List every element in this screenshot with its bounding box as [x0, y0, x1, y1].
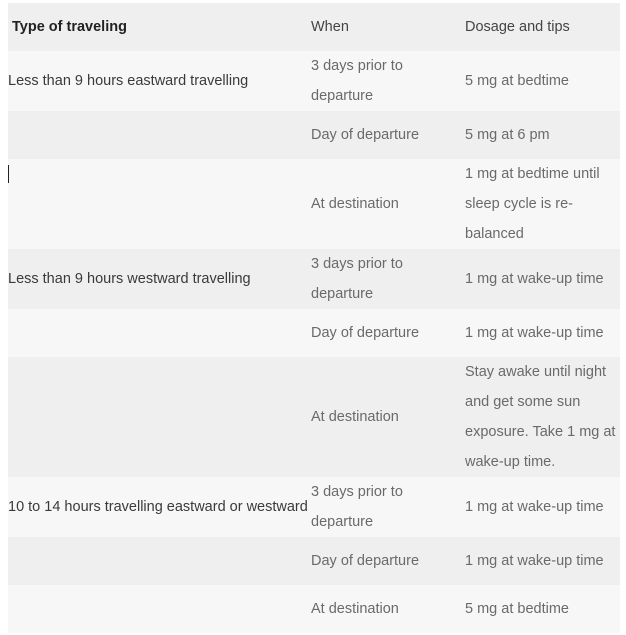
row-when-cell: At destination: [311, 196, 399, 212]
row-dosage-cell: 1 mg at wake-up time: [465, 325, 604, 341]
row-dosage-cell: 1 mg at wake-up time: [465, 271, 604, 287]
row-dosage-cell: Stay awake until night and get some sun exposure. Take 1 mg at wake-up time.: [465, 364, 616, 470]
dosage-table: [8, 3, 620, 633]
row-when-cell: At destination: [311, 601, 399, 617]
row-dosage-cell: 5 mg at bedtime: [465, 73, 569, 89]
table-row: [8, 159, 620, 249]
table-row: [8, 249, 620, 309]
header-when: When: [311, 19, 349, 35]
row-when-cell: 3 days prior to departure: [311, 58, 403, 104]
row-when-cell: 3 days prior to departure: [311, 256, 403, 302]
row-when-cell: Day of departure: [311, 553, 420, 569]
table-row: [8, 357, 620, 477]
table-row: [8, 51, 620, 111]
row-dosage-cell: 1 mg at wake-up time: [465, 553, 604, 569]
table-row: [8, 477, 620, 537]
table-row: [8, 585, 620, 633]
header-dosage-and-tips: Dosage and tips: [465, 19, 570, 35]
table-row: [8, 537, 620, 585]
row-dosage-cell: 5 mg at 6 pm: [465, 127, 550, 143]
row-when-cell: At destination: [311, 409, 399, 425]
table-row: [8, 309, 620, 357]
row-type-cell: Less than 9 hours eastward travelling: [8, 73, 249, 89]
row-type-cell: 10 to 14 hours travelling eastward or westward: [8, 499, 308, 515]
table-row: [8, 111, 620, 159]
table-header-row: [8, 3, 620, 51]
row-dosage-cell: 1 mg at bedtime until sleep cycle is re-balanced: [465, 166, 600, 242]
row-when-cell: 3 days prior to departure: [311, 484, 403, 530]
row-when-cell: Day of departure: [311, 127, 420, 143]
row-dosage-cell: 1 mg at wake-up time: [465, 499, 604, 515]
text-cursor: [8, 165, 9, 183]
row-type-cell: Less than 9 hours westward travelling: [8, 271, 251, 287]
header-type-of-traveling: Type of traveling: [12, 19, 127, 35]
row-dosage-cell: 5 mg at bedtime: [465, 601, 569, 617]
row-when-cell: Day of departure: [311, 325, 420, 341]
